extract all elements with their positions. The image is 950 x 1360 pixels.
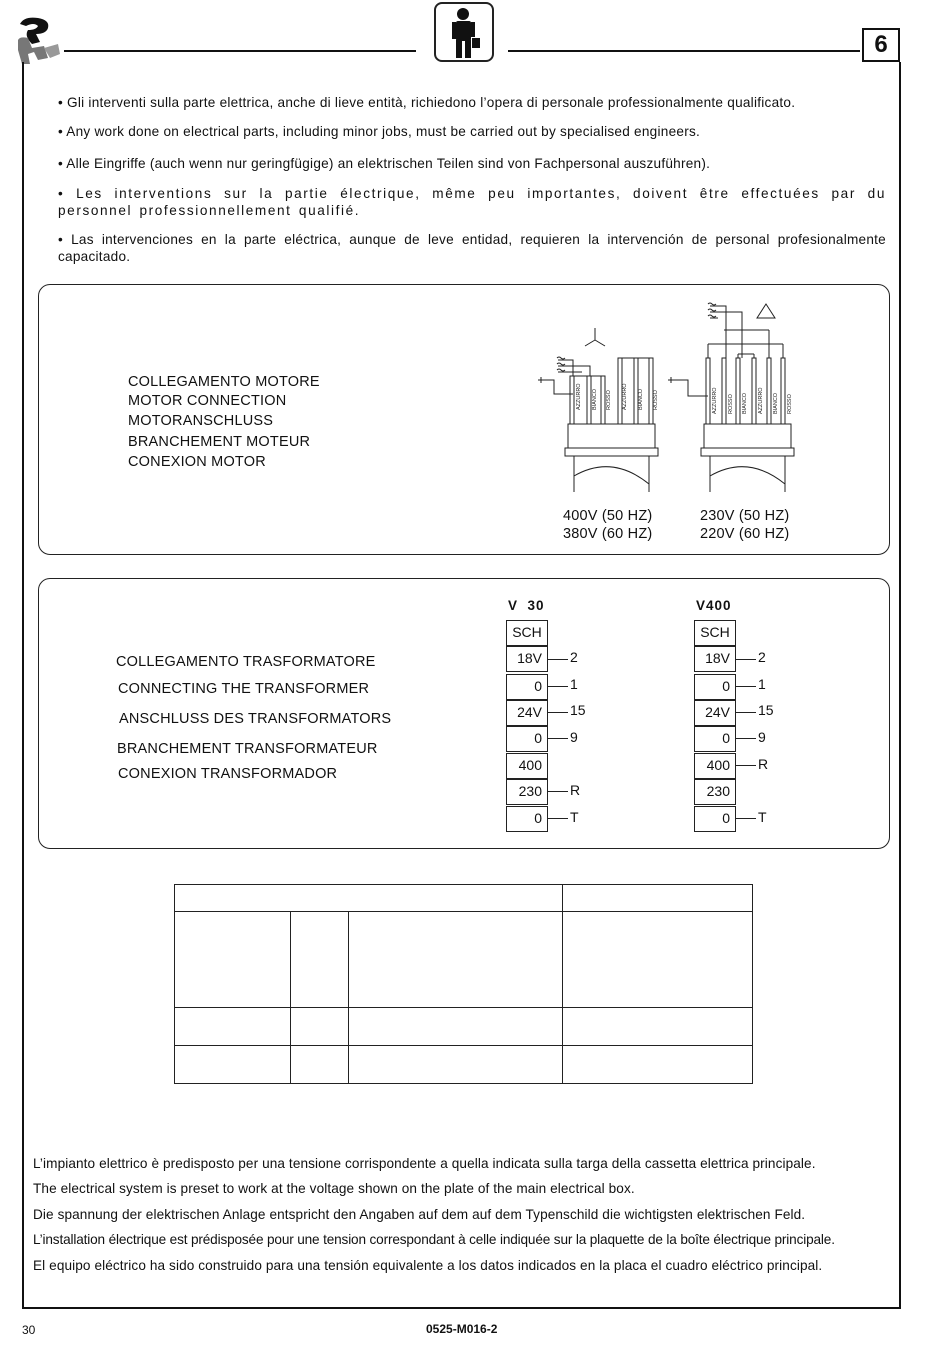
table-cell — [563, 1046, 753, 1084]
lead-wire — [736, 712, 756, 713]
frame-left — [22, 62, 24, 1309]
wire-label: ROSSO — [653, 390, 659, 410]
terminal: 0 — [694, 806, 736, 832]
voltage-220v: 220V (60 HZ) — [700, 526, 790, 542]
qualified-personnel-icon — [434, 2, 494, 62]
lead-wire — [736, 765, 756, 766]
terminal: SCH — [506, 620, 548, 646]
header-rule-right — [508, 50, 860, 52]
terminal: 0 — [506, 674, 548, 700]
motor-label-it: COLLEGAMENTO MOTORE — [128, 374, 320, 390]
voltage-400v: 400V (50 HZ) — [563, 508, 653, 524]
wire-number: R — [758, 756, 769, 772]
wire-number: R — [570, 782, 581, 798]
table-cell — [563, 912, 753, 1008]
terminal-block-v30 — [506, 620, 606, 836]
terminal: 0 — [694, 726, 736, 752]
wire-number: 1 — [570, 676, 578, 692]
voltage-note-fr: L’installation électrique est prédisposée pour une tension correspondant à celle indiquée sur la plaquette de la boîte électrique principale. — [33, 1232, 835, 1247]
motor-label-de: MOTORANSCHLUSS — [128, 413, 274, 429]
voltage-note-it: L’impianto elettrico è predisposto per una tensione corrispondente a quella indicata sulla targa della cassetta elettrica principale. — [33, 1156, 816, 1171]
terminal-block-v400 — [694, 620, 794, 836]
terminal: 400 — [506, 753, 548, 779]
warning-it: • Gli interventi sulla parte elettrica, anche di lieve entità, richiedono l’opera di personale professionalmente qualificato. — [58, 95, 796, 110]
terminal: 24V — [506, 700, 548, 726]
table-cell — [349, 1008, 563, 1046]
terminal-block-title-v400: V400 — [696, 598, 732, 613]
transformer-label-it: COLLEGAMENTO TRASFORMATORE — [116, 654, 376, 670]
frame-right — [899, 62, 901, 1309]
table-cell — [291, 1008, 349, 1046]
wire-label: AZZURRO — [712, 387, 718, 414]
motor-delta-diagram — [660, 296, 800, 500]
wire-label: BIANCO — [592, 388, 598, 410]
wire-number: 9 — [570, 729, 578, 745]
terminal: 230 — [694, 779, 736, 805]
table-cell — [175, 912, 291, 1008]
table-cell — [175, 885, 563, 912]
wire-label: AZZURRO — [758, 387, 764, 414]
warning-de: • Alle Eingriffe (auch wenn nur geringfügige) an elektrischen Teilen sind von Fachpersonal auszuführen). — [58, 156, 711, 171]
wire-label: ROSSO — [787, 394, 793, 414]
table-row — [175, 885, 753, 912]
lead-wire — [548, 712, 568, 713]
lead-wire — [736, 738, 756, 739]
wire-label: AZZURRO — [576, 383, 582, 410]
warning-es: • Las intervenciones en la parte eléctrica, aunque de leve entidad, requieren la intervención de personal profesionalmente capacitado. — [58, 232, 886, 264]
transformer-label-de: ANSCHLUSS DES TRANSFORMATORS — [119, 711, 392, 727]
wire-label: BIANCO — [742, 392, 748, 414]
table-row — [175, 912, 753, 1008]
lead-wire — [548, 738, 568, 739]
frame-bottom — [22, 1307, 901, 1309]
warning-fr: • Les interventions sur la partie électrique, même peu importantes, doivent être effectuées par du personnel professionnellement qualifié. — [58, 186, 886, 218]
page-number: 30 — [22, 1323, 36, 1337]
wire-label: BIANCO — [773, 392, 779, 414]
terminal: 0 — [506, 806, 548, 832]
wire-number: T — [570, 809, 579, 825]
table-cell — [563, 1008, 753, 1046]
brand-logo — [14, 14, 64, 66]
motor-label-es: CONEXION MOTOR — [128, 454, 266, 470]
table-cell — [175, 1046, 291, 1084]
table-cell — [349, 1046, 563, 1084]
terminal: 24V — [694, 700, 736, 726]
voltage-380v: 380V (60 HZ) — [563, 526, 653, 542]
motor-star-diagram — [530, 320, 670, 500]
terminal: 18V — [694, 646, 736, 672]
wire-number: 2 — [758, 649, 766, 665]
terminal: 230 — [506, 779, 548, 805]
wire-number: 15 — [758, 702, 774, 718]
motor-label-en: MOTOR CONNECTION — [128, 393, 287, 409]
voltage-note-es: El equipo eléctrico ha sido construido para una tensión equivalente a los datos indicados en la placa el cuadro eléctrico principal. — [33, 1258, 823, 1273]
terminal: 0 — [506, 726, 548, 752]
wire-number: 2 — [570, 649, 578, 665]
wire-label: BIANCO — [638, 388, 644, 410]
wire-label: AZZURRO — [622, 383, 628, 410]
terminal: 400 — [694, 753, 736, 779]
table-cell — [563, 885, 753, 912]
header-rule-left — [64, 50, 416, 52]
terminal: SCH — [694, 620, 736, 646]
wire-label: ROSSO — [728, 394, 734, 414]
wire-number: 9 — [758, 729, 766, 745]
motor-label-fr: BRANCHEMENT MOTEUR — [128, 434, 311, 450]
terminal-block-title-v30: V 30 — [508, 598, 545, 613]
transformer-label-fr: BRANCHEMENT TRANSFORMATEUR — [117, 741, 378, 757]
voltage-note-en: The electrical system is preset to work at the voltage shown on the plate of the main electrical box. — [33, 1181, 635, 1196]
section-number: 6 — [862, 28, 900, 62]
wire-number: 15 — [570, 702, 586, 718]
voltage-note-de: Die spannung der elektrischen Anlage entspricht den Angaben auf dem auf dem Typenschild die wichtigsten elektrischen Feld. — [33, 1207, 806, 1222]
lead-wire — [736, 686, 756, 687]
person-icon — [436, 4, 492, 60]
lead-wire — [736, 818, 756, 819]
wire-number: 1 — [758, 676, 766, 692]
wire-number: T — [758, 809, 767, 825]
lead-wire — [548, 659, 568, 660]
terminal: 0 — [694, 674, 736, 700]
document-code: 0525-M016-2 — [426, 1322, 498, 1336]
table-cell — [291, 912, 349, 1008]
lead-wire — [548, 791, 568, 792]
table-cell — [349, 912, 563, 1008]
empty-table — [174, 884, 753, 1084]
transformer-label-en: CONNECTING THE TRANSFORMER — [118, 681, 370, 697]
table-row — [175, 1046, 753, 1084]
transformer-label-es: CONEXION TRANSFORMADOR — [118, 766, 338, 782]
lead-wire — [736, 659, 756, 660]
lead-wire — [548, 686, 568, 687]
terminal: 18V — [506, 646, 548, 672]
voltage-230v: 230V (50 HZ) — [700, 508, 790, 524]
warning-en: • Any work done on electrical parts, including minor jobs, must be carried out by specialised engineers. — [58, 124, 701, 139]
table-row — [175, 1008, 753, 1046]
wire-label: ROSSO — [606, 390, 612, 410]
table-cell — [291, 1046, 349, 1084]
table-cell — [175, 1008, 291, 1046]
lead-wire — [548, 818, 568, 819]
